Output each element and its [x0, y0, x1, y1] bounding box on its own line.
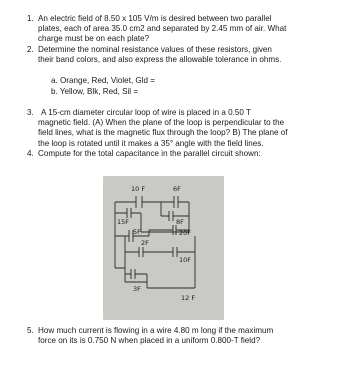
- question-2-number: 2.: [27, 45, 34, 54]
- question-3-line: magnetic field. (A) When the plane of the loop is perpendicular to the: [38, 118, 285, 128]
- question-3-line: field lines, what is the magnetic flux through the loop? B) The plane of: [38, 128, 288, 138]
- capacitor-circuit-photo: [103, 176, 224, 320]
- label-8f: 8F: [176, 218, 184, 226]
- label-20f: 20F: [179, 229, 192, 237]
- label-2f: 2F: [141, 239, 149, 247]
- question-4-number: 4.: [27, 149, 34, 158]
- question-1-line: charge must be on each plate?: [38, 34, 150, 44]
- resistor-item-a: a. Orange, Red, Violet, Gld =: [51, 76, 156, 85]
- question-1-line: An electric field of 8.50 x 105 V/m is desired between two parallel: [38, 14, 272, 23]
- label-6f: 6F: [173, 185, 181, 193]
- capacitor-circuit-diagram: [103, 176, 224, 320]
- label-3f: 3F: [133, 285, 141, 293]
- question-3-line: the loop is rotated until it makes a 35° angle with the field lines.: [38, 138, 264, 148]
- question-1-number: 1.: [27, 14, 34, 23]
- circuit-wires: [115, 196, 195, 288]
- question-5-line: force on its is 0.750 N when placed in a uniform 0.800-T field?: [38, 336, 261, 346]
- question-4-line: Compute for the total capacitance in the parallel circuit shown:: [38, 149, 261, 158]
- label-5f: 5F: [133, 228, 141, 236]
- question-5-number: 5.: [27, 326, 34, 335]
- resistor-item-b: b. Yellow, Blk, Red, Sil =: [51, 87, 139, 96]
- question-3-line: A 15-cm diameter circular loop of wire is placed in a 0.50 T: [41, 108, 251, 117]
- label-12f: 12 F: [181, 294, 196, 302]
- question-5-line: How much current is flowing in a wire 4.80 m long if the maximum: [38, 326, 274, 335]
- question-1-line: plates, each of area 35.0 cm2 and separated by 2.45 mm of air. What: [38, 24, 287, 34]
- question-2-line: Determine the nominal resistance values of these resistors, given: [38, 45, 272, 54]
- question-2-line: their band colors, and also express the allowable tolerance in ohms.: [38, 55, 282, 65]
- label-10f: 10 F: [131, 185, 146, 193]
- label-10f-lower: 10F: [179, 256, 192, 264]
- question-3-number: 3.: [27, 108, 34, 117]
- label-15f: 15F: [117, 218, 130, 226]
